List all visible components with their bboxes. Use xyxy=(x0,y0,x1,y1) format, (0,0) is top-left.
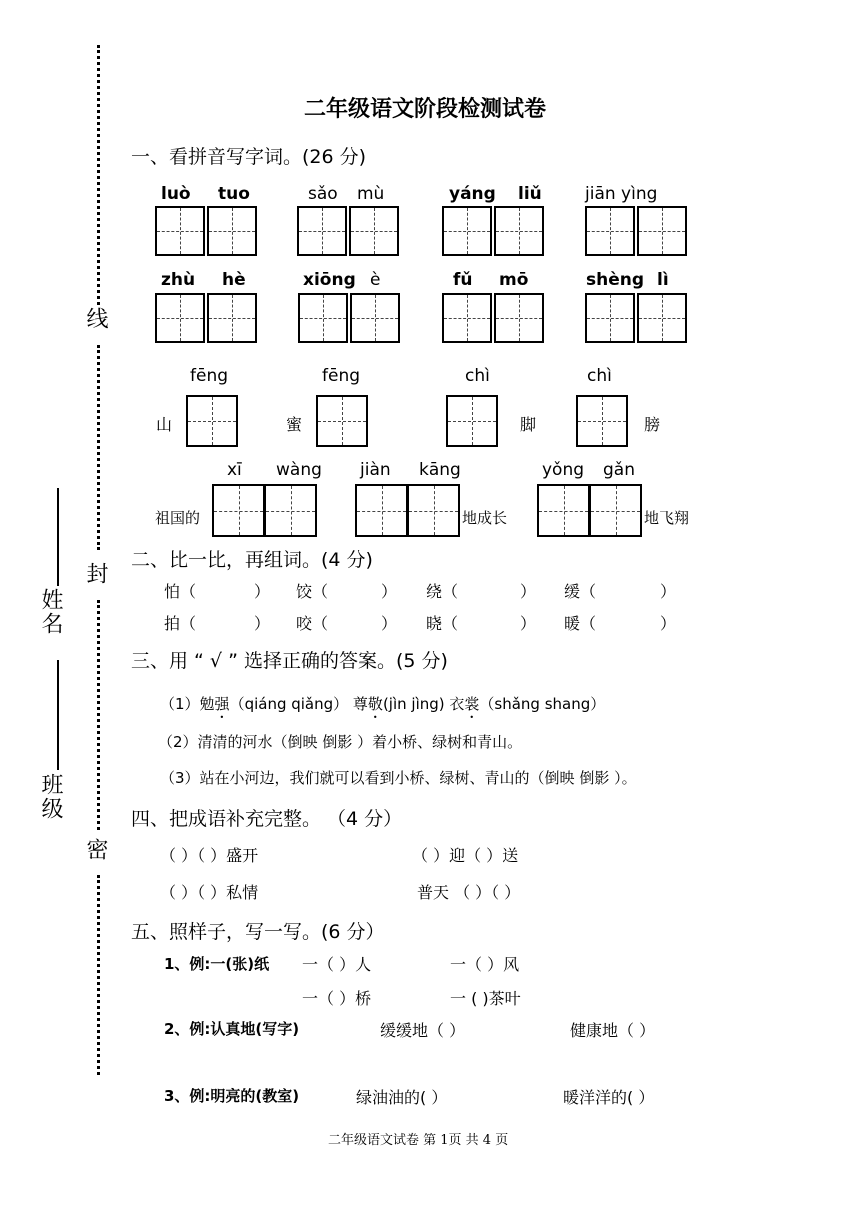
word-hint: 山 xyxy=(156,415,173,434)
writing-grid[interactable] xyxy=(207,206,257,256)
q1-emphasis-char: 敬 xyxy=(367,695,383,713)
section-3-heading: 三、用 “ √ ” 选择正确的答案。(5 分) xyxy=(131,650,448,672)
example-item: 1、例:一(张)纸 xyxy=(164,955,270,973)
compare-item: 缓（ xyxy=(564,582,597,601)
example-blank: 一 ( )茶叶 xyxy=(450,989,521,1008)
pinyin-label: luò xyxy=(161,184,191,204)
pinyin-label: fēng xyxy=(190,366,229,386)
writing-grid[interactable] xyxy=(494,206,544,256)
compare-close: ） xyxy=(660,614,677,633)
compare-close: ） xyxy=(660,582,677,601)
word-hint: 祖国的 xyxy=(155,509,201,527)
pinyin-label: xī xyxy=(227,460,242,480)
compare-item: 晓（ xyxy=(426,614,459,633)
section-5-heading: 五、照样子，写一写。(6 分） xyxy=(131,921,385,943)
q1-emphasis-char: 裳 xyxy=(464,695,480,713)
compare-close: ） xyxy=(381,614,398,633)
writing-grid[interactable] xyxy=(355,484,408,537)
idiom-item: （ ）（ ）盛开 xyxy=(160,846,259,865)
question-3-1 xyxy=(160,693,605,722)
writing-grid[interactable] xyxy=(576,395,628,447)
margin-label-feng: 封 xyxy=(83,562,108,586)
compare-close: ） xyxy=(254,614,271,633)
compare-item: 饺（ xyxy=(296,582,329,601)
pinyin-label: zhù xyxy=(161,270,196,290)
idiom-item: （ ）（ ）私情 xyxy=(160,883,259,902)
writing-grid[interactable] xyxy=(155,293,205,343)
writing-grid[interactable] xyxy=(442,206,492,256)
word-hint: 地飞翔 xyxy=(644,509,690,527)
word-hint: 膀 xyxy=(644,415,661,434)
question-3-3: （3）站在小河边，我们就可以看到小桥、绿树、青山的（倒映 倒影 ）。 xyxy=(160,769,637,787)
margin-label-xian: 线 xyxy=(83,307,108,331)
page-footer: 二年级语文试卷 第 1页 共 4 页 xyxy=(328,1133,509,1148)
writing-grid[interactable] xyxy=(349,206,399,256)
compare-item: 绕（ xyxy=(426,582,459,601)
q1-emphasis-char: 强 xyxy=(214,695,230,713)
writing-grid[interactable] xyxy=(207,293,257,343)
pinyin-label: mù xyxy=(357,184,385,204)
writing-grid[interactable] xyxy=(316,395,368,447)
compare-item: 咬（ xyxy=(296,614,329,633)
idiom-item: （ ）迎（ ）送 xyxy=(412,846,519,865)
word-hint: 蜜 xyxy=(286,415,303,434)
name-label: 姓名 xyxy=(38,588,63,636)
pinyin-label: kāng xyxy=(419,460,461,480)
pinyin-label: shèng xyxy=(586,270,645,290)
writing-grid[interactable] xyxy=(637,206,687,256)
section-4-heading: 四、把成语补充完整。 （4 分） xyxy=(131,808,403,830)
writing-grid[interactable] xyxy=(585,293,635,343)
q1-part: （qiáng qiǎng） 尊 xyxy=(229,695,368,713)
writing-grid[interactable] xyxy=(589,484,642,537)
writing-grid[interactable] xyxy=(585,206,635,256)
pinyin-label: liǔ xyxy=(518,184,542,204)
example-blank: 绿油油的( ） xyxy=(356,1088,448,1107)
pinyin-label: è xyxy=(370,270,381,290)
question-3-2: （2）清清的河水（倒映 倒影 ）着小桥、绿树和青山。 xyxy=(158,733,523,751)
pinyin-label: chì xyxy=(587,366,612,386)
writing-grid[interactable] xyxy=(442,293,492,343)
pinyin-label: tuo xyxy=(218,184,250,204)
pinyin-label: fēng xyxy=(322,366,361,386)
writing-grid[interactable] xyxy=(350,293,400,343)
compare-close: ） xyxy=(254,582,271,601)
writing-grid[interactable] xyxy=(297,206,347,256)
q1-part: （shǎng shang） xyxy=(479,695,606,713)
compare-item: 暖（ xyxy=(564,614,597,633)
binding-dotted-line-mid xyxy=(97,345,100,550)
pinyin-label: lì xyxy=(657,270,669,290)
class-line xyxy=(57,660,59,770)
writing-grid[interactable] xyxy=(537,484,590,537)
binding-dotted-line-lower xyxy=(97,600,100,830)
compare-item: 怕（ xyxy=(164,582,197,601)
pinyin-label: wàng xyxy=(276,460,322,480)
writing-grid[interactable] xyxy=(298,293,348,343)
example-blank: 一（ ）风 xyxy=(450,955,520,974)
binding-dotted-line-bottom xyxy=(97,875,100,1075)
writing-grid[interactable] xyxy=(264,484,317,537)
word-hint: 脚 xyxy=(520,415,537,434)
writing-grid[interactable] xyxy=(186,395,238,447)
example-blank: 一（ ）人 xyxy=(302,955,372,974)
pinyin-label: yáng xyxy=(449,184,496,204)
q1-part: (jìn jìng) 衣 xyxy=(382,695,465,713)
margin-label-mi: 密 xyxy=(83,838,108,862)
example-blank: 健康地（ ） xyxy=(570,1021,656,1040)
writing-grid[interactable] xyxy=(407,484,460,537)
pinyin-label: xiōng xyxy=(303,270,356,290)
compare-item: 拍（ xyxy=(164,614,197,633)
compare-close: ） xyxy=(520,582,537,601)
binding-dotted-line-top xyxy=(97,45,100,305)
example-blank: 一（ ）桥 xyxy=(302,989,372,1008)
writing-grid[interactable] xyxy=(212,484,265,537)
example-item: 2、例:认真地(写字) xyxy=(164,1020,300,1038)
name-line xyxy=(57,488,59,586)
page-title: 二年级语文阶段检测试卷 xyxy=(304,97,547,122)
section-2-heading: 二、比一比，再组词。(4 分) xyxy=(131,549,373,571)
writing-grid[interactable] xyxy=(155,206,205,256)
class-label: 班级 xyxy=(38,773,63,821)
pinyin-label: jiàn xyxy=(360,460,391,480)
idiom-item: 普天 （ ）（ ） xyxy=(417,883,521,902)
word-hint: 地成长 xyxy=(462,509,508,527)
pinyin-label: yǒng xyxy=(542,460,585,480)
writing-grid[interactable] xyxy=(637,293,687,343)
writing-grid[interactable] xyxy=(446,395,498,447)
pinyin-label: fǔ xyxy=(453,270,473,290)
pinyin-label: sǎo xyxy=(308,184,338,204)
pinyin-label: gǎn xyxy=(603,460,635,480)
example-blank: 暖洋洋的( ） xyxy=(563,1088,655,1107)
pinyin-label: jiān yìng xyxy=(585,184,658,204)
example-item: 3、例:明亮的(教室) xyxy=(164,1087,300,1105)
compare-close: ） xyxy=(381,582,398,601)
pinyin-label: mō xyxy=(499,270,529,290)
pinyin-label: hè xyxy=(222,270,246,290)
section-1-heading: 一、看拼音写字词。(26 分) xyxy=(131,146,367,168)
compare-close: ） xyxy=(520,614,537,633)
example-blank: 缓缓地（ ） xyxy=(380,1021,466,1040)
pinyin-label: chì xyxy=(465,366,490,386)
writing-grid[interactable] xyxy=(494,293,544,343)
q1-part: （1）勉 xyxy=(160,695,215,713)
